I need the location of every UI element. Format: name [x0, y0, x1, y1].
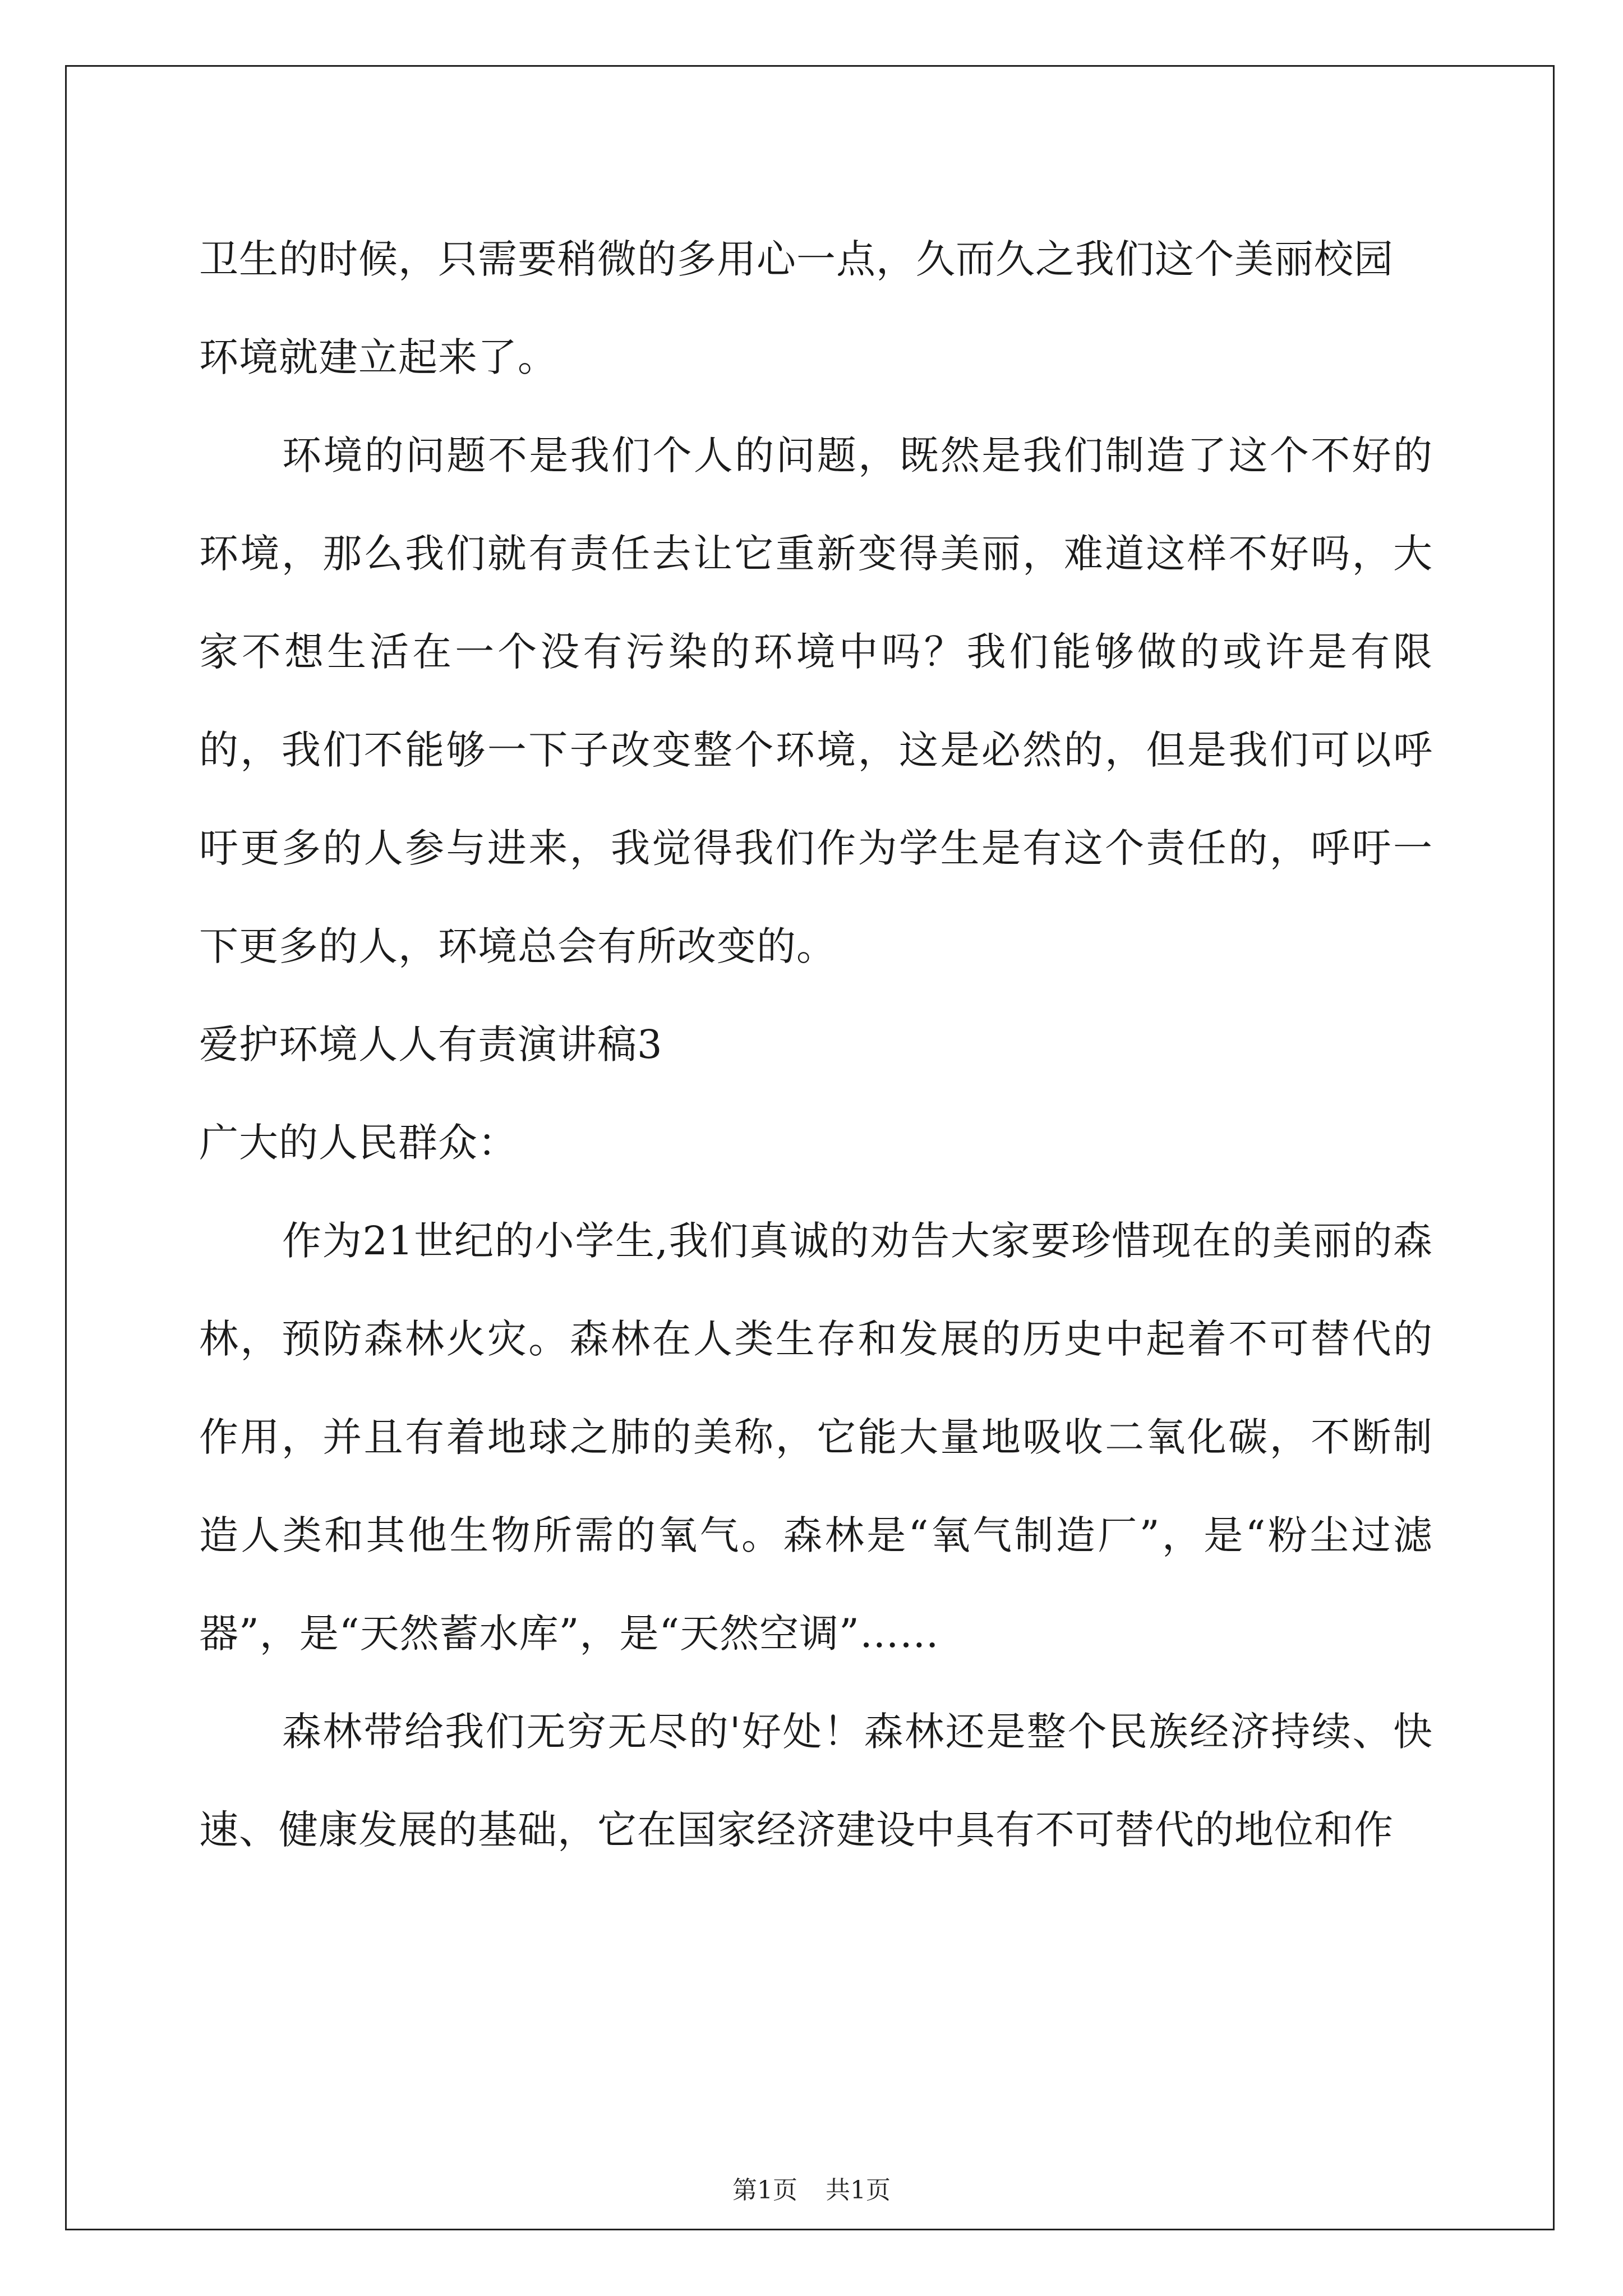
paragraph: 环境的问题不是我们个人的问题，既然是我们制造了这个不好的环境，那么我们就有责任去让它重新变得美丽，难道这样不好吗，大家不想生活在一个没有污染的环境中吗？我们能够做的或许是有限的，我们不能够一下子改变整个环境，这是必然的，但是我们可以呼吁更多的人参与进来，我觉得我们作为学生是有这个责任的，呼吁一下更多的人，环境总会有所改变的。 — [199, 432, 1433, 969]
page-footer — [0, 2174, 1623, 2207]
section-heading: 爱护环境人人有责演讲稿3 — [199, 1022, 663, 1068]
page-total: 共1页 — [826, 2176, 891, 2205]
salutation: 广大的人民群众： — [199, 1120, 518, 1166]
page-number: 第1页 — [732, 2176, 797, 2205]
document-body — [199, 210, 1433, 1879]
paragraph: 森林带给我们无穷无尽的'好处！森林还是整个民族经济持续、快速、健康发展的基础，它在国家经济建设中具有不可替代的地位和作 — [199, 1709, 1433, 1853]
continuation-paragraph: 卫生的时候，只需要稍微的多用心一点，久而久之我们这个美丽校园环境就建立起来了。 — [199, 236, 1394, 380]
paragraph: 作为21世纪的小学生,我们真诚的劝告大家要珍惜现在的美丽的森林，预防森林火灾。森林在人类生存和发展的历史中起着不可替代的作用，并且有着地球之肺的美称，它能大量地吸收二氧化碳，不断制造人类和其他生物所需的氧气。森林是“氧气制造厂”，是“粉尘过滤器”，是“天然蓄水库”，是“天然空调”…… — [199, 1218, 1433, 1657]
